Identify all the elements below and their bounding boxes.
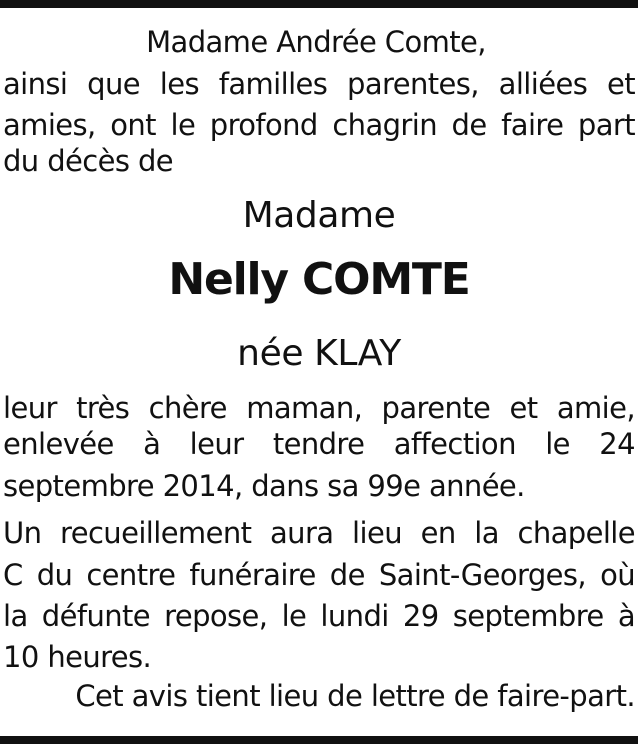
ceremony-line-1: Un recueillement aura lieu en la chapelle	[3, 516, 635, 550]
intro-line-3: amies, ont le profond chagrin de faire part	[3, 108, 635, 142]
closing-line: Cet avis tient lieu de lettre de faire-part.	[75, 679, 635, 713]
ceremony-line-3: la défunte repose, le lundi 29 septembre à	[3, 599, 635, 633]
intro-line-2: ainsi que les familles parentes, alliées et	[3, 67, 635, 101]
deceased-title: Madame	[242, 195, 396, 236]
deceased-name: Nelly COMTE	[168, 254, 470, 305]
top-border-rule	[0, 0, 638, 8]
description-line-1: leur très chère maman, parente et amie,	[3, 391, 635, 425]
intro-line-1: Madame Andrée Comte,	[146, 25, 486, 59]
description-line-2: enlevée à leur tendre affection le 24	[3, 427, 635, 461]
description-line-3: septembre 2014, dans sa 99e année.	[3, 469, 525, 503]
intro-line-4: du décès de	[3, 144, 174, 178]
ceremony-line-4: 10 heures.	[3, 640, 152, 674]
deceased-birth-name: née KLAY	[237, 333, 401, 374]
ceremony-line-2: C du centre funéraire de Saint-Georges, où	[3, 558, 635, 592]
bottom-border-rule	[0, 736, 638, 744]
